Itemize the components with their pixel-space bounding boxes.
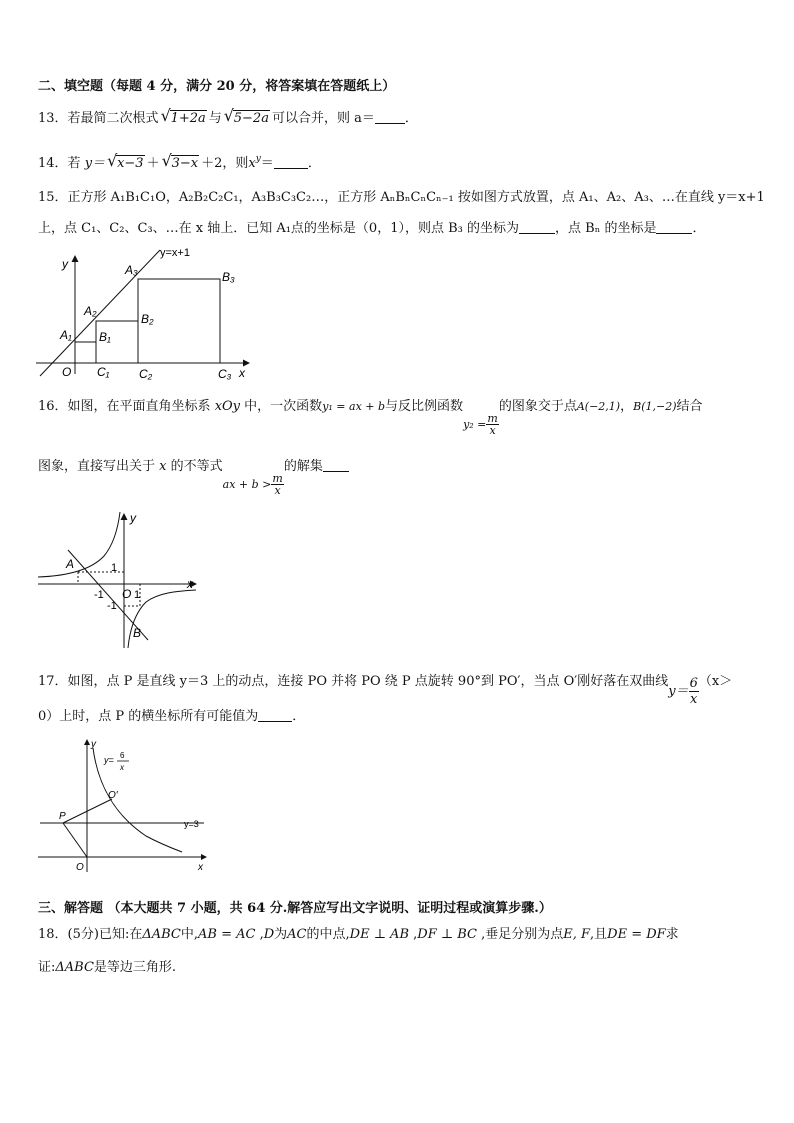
question-17-line-1 bbox=[38, 673, 732, 707]
q16-linear-function: y₁ = ax + b bbox=[322, 400, 386, 413]
q14-radical-1: √ x−3 bbox=[107, 151, 144, 171]
q18-triangle: ΔABC bbox=[142, 927, 181, 942]
q15-c3-label: C₃ bbox=[218, 367, 232, 381]
q14-pow-base: x bbox=[248, 156, 256, 171]
q17-hyp-frac bbox=[689, 676, 699, 707]
q18-text-f: , bbox=[409, 927, 418, 942]
q14-text-mid: ＋2，则 bbox=[201, 156, 249, 171]
q13-radical-1-arg: 1+2a bbox=[170, 111, 206, 126]
q15-text-a: 上，点 C₁、C₂、C₃、…在 x 轴上．已知 A₁点的坐标是（0，1），则点 B₃ 的坐标为 bbox=[38, 221, 520, 236]
q17-text-b: （x＞ bbox=[698, 674, 733, 689]
question-14 bbox=[38, 150, 321, 173]
q18-triangle-2: ΔABC bbox=[55, 960, 94, 975]
q15-a1-label: A₁ bbox=[60, 328, 72, 342]
q17-figure bbox=[36, 736, 216, 876]
q14-radical-1-arg: x−3 bbox=[117, 156, 144, 171]
q17-hyp-num: 6 bbox=[689, 676, 698, 691]
q16-text-c: 与反比例函数 bbox=[385, 399, 464, 414]
question-18-line-1 bbox=[38, 926, 679, 944]
q16-text-f: 图象，直接写出关于 bbox=[38, 459, 156, 474]
q14-pow-exp: y bbox=[255, 154, 261, 164]
q15-answer-blank-2[interactable] bbox=[656, 220, 692, 234]
q16-var: x bbox=[159, 459, 167, 474]
q13-number: 13． bbox=[38, 111, 68, 126]
q16-inverse-frac bbox=[486, 413, 498, 436]
q18-text-d: 为 bbox=[274, 927, 288, 942]
q16-text-g: 的不等式 bbox=[170, 459, 223, 474]
q18-perp-de-ab: DE ⊥ AB bbox=[349, 927, 410, 942]
question-15-line-2 bbox=[38, 220, 705, 238]
q18-text-h: ,且 bbox=[590, 927, 608, 942]
q16-ineq-num: m bbox=[272, 472, 283, 485]
q17-text-c: 0）上时，点 P 的横坐标所有可能值为 bbox=[38, 709, 259, 724]
q17-o-prime-label: O′ bbox=[108, 790, 118, 801]
q16-ineq-lhs: ax + b > bbox=[222, 478, 272, 491]
q13-text-pre: 若最简二次根式 bbox=[67, 111, 159, 126]
q16-ineq-den: x bbox=[274, 484, 281, 497]
q16-ineq-frac bbox=[271, 473, 283, 496]
q17-y-label: y bbox=[91, 739, 96, 750]
question-15-line-1: 15．正方形 A₁B₁C₁O，A₂B₂C₂C₁，A₃B₃C₃C₂…，正方形 AₙBₙCₙCₙ₋₁ 按如图方式放置，点 A₁、A₂、A₃、…在直线 y＝x+1 bbox=[38, 190, 765, 205]
q16-inverse-function bbox=[463, 413, 499, 436]
q18-text-a: 18．(5分)已知:在 bbox=[38, 927, 143, 942]
q17-text-a: 17．如图，点 P 是直线 y＝3 上的动点，连接 PO 并将 PO 绕 P 点旋转 90°到 PO′，当点 O′刚好落在双曲线 bbox=[38, 674, 669, 689]
q15-c2-label: C₂ bbox=[139, 367, 153, 381]
q15-text-b: ，点 Bₙ 的坐标是 bbox=[555, 221, 657, 236]
q18-eq-de-df: DE = DF bbox=[607, 927, 666, 942]
q16-point-a: A(−2,1) bbox=[576, 400, 621, 413]
q18-segment-ac: AC bbox=[287, 927, 307, 942]
q16-inverse-lhs: y₂ = bbox=[463, 418, 487, 431]
q16-a-label: A bbox=[66, 557, 75, 571]
q14-plus: ＋ bbox=[146, 156, 160, 171]
q18-text-k: 是等边三角形. bbox=[93, 960, 177, 975]
question-16-line-1 bbox=[38, 398, 703, 436]
q14-lhs: y＝ bbox=[84, 156, 106, 171]
q17-curve-den: x bbox=[120, 763, 124, 772]
q16-point-b: B(1,−2) bbox=[633, 400, 677, 413]
q17-curve-lhs: y= bbox=[104, 755, 114, 765]
q18-text-e: 的中点, bbox=[306, 927, 350, 942]
q18-text-i: 求 bbox=[665, 927, 679, 942]
q16-text-h: 的解集 bbox=[283, 459, 323, 474]
q16-answer-blank[interactable] bbox=[323, 458, 349, 472]
q15-x-label: x bbox=[239, 366, 245, 380]
q16-comma: ， bbox=[620, 399, 634, 414]
q14-eq: ＝ bbox=[260, 156, 274, 171]
q14-end: ． bbox=[307, 156, 321, 171]
q14-radical-2: √ 3−x bbox=[161, 151, 199, 171]
q17-segment-po bbox=[63, 823, 87, 857]
q18-text-g: ,垂足分别为点 bbox=[476, 927, 564, 942]
q17-curve-num: 6 bbox=[120, 751, 125, 760]
q17-line-label: y=3 bbox=[184, 819, 199, 829]
q16-inverse-den: x bbox=[489, 424, 496, 437]
q16-text-e: 结合 bbox=[676, 399, 703, 414]
q15-c1-label: C₁ bbox=[97, 365, 110, 379]
q14-text-pre: 若 bbox=[67, 156, 81, 171]
q13-answer-blank[interactable] bbox=[375, 110, 405, 124]
q16-text-d: 的图象交于点 bbox=[498, 399, 577, 414]
q17-x-label: x bbox=[198, 862, 203, 873]
q16-tick-neg1-x: -1 bbox=[94, 589, 104, 601]
q17-hyperbola bbox=[668, 676, 699, 707]
q16-axes: xOy bbox=[214, 399, 241, 414]
question-16-line-2 bbox=[38, 458, 349, 496]
q17-answer-blank[interactable] bbox=[258, 708, 292, 722]
q18-text-j: 证: bbox=[38, 960, 56, 975]
q15-b1-label: B₁ bbox=[99, 330, 111, 344]
q13-radical-2-arg: 5−2a bbox=[233, 111, 269, 126]
question-13 bbox=[38, 106, 418, 128]
q18-text-b: 中, bbox=[180, 927, 199, 942]
q18-text-c: , bbox=[255, 927, 264, 942]
q15-square-1 bbox=[75, 342, 96, 363]
q15-a3-label: A₃ bbox=[125, 263, 138, 277]
q13-text-post: 可以合并，则 a＝ bbox=[271, 111, 375, 126]
q13-end: ． bbox=[404, 111, 418, 126]
q15-b2-label: B₂ bbox=[141, 312, 154, 326]
q17-p-label: P bbox=[59, 811, 66, 822]
q16-origin-label: O bbox=[122, 587, 132, 601]
question-18-line-2 bbox=[38, 959, 176, 977]
q16-tick-1-x: 1 bbox=[134, 589, 141, 601]
q16-b-label: B bbox=[133, 626, 142, 640]
q16-x-label: x bbox=[187, 577, 193, 591]
q18-eq-ab-ac: AB = AC bbox=[198, 927, 256, 942]
q16-y-label: y bbox=[130, 511, 136, 525]
q18-perp-df-bc: DF ⊥ BC bbox=[417, 927, 477, 942]
q16-text-a: 16．如图，在平面直角坐标系 bbox=[38, 399, 211, 414]
q15-end: ． bbox=[692, 221, 706, 236]
q15-line-label: y=x+1 bbox=[160, 247, 190, 259]
q16-tick-neg1-y: -1 bbox=[107, 600, 117, 612]
q15-figure bbox=[36, 242, 256, 382]
q17-end: ． bbox=[292, 709, 306, 724]
q15-y-label: y bbox=[62, 257, 68, 271]
section-3-title: 三、解答题 （本大题共 7 小题，共 64 分.解答应写出文字说明、证明过程或演算步骤.） bbox=[38, 901, 552, 916]
q13-radical-2: √ 5−2a bbox=[223, 106, 269, 126]
q14-radical-2-arg: 3−x bbox=[171, 156, 199, 171]
q14-answer-blank[interactable] bbox=[274, 155, 308, 169]
q15-answer-blank-1[interactable] bbox=[519, 220, 555, 234]
q13-radical-1: √ 1+2a bbox=[160, 106, 206, 126]
q14-number: 14． bbox=[38, 156, 68, 171]
q15-b3-label: B₃ bbox=[222, 270, 235, 284]
question-17-line-2 bbox=[38, 708, 305, 726]
q16-inverse-num: m bbox=[487, 412, 498, 425]
q18-points-ef: E, F bbox=[563, 927, 591, 942]
q13-text-mid: 与 bbox=[208, 111, 222, 126]
q17-origin-label: O bbox=[76, 862, 84, 873]
q15-origin-label: O bbox=[62, 365, 72, 379]
q15-a2-label: A₂ bbox=[84, 304, 97, 318]
q17-hyp-lhs: y＝ bbox=[668, 684, 689, 699]
q17-hyp-den: x bbox=[690, 692, 698, 707]
q16-hyperbola-left bbox=[38, 512, 120, 577]
q18-point-d: D bbox=[263, 927, 275, 942]
q16-text-b: 中，一次函数 bbox=[244, 399, 323, 414]
section-2-title: 二、填空题（每题 4 分，满分 20 分，将答案填在答题纸上） bbox=[38, 79, 396, 94]
q16-figure bbox=[36, 508, 201, 653]
q16-tick-1-y: 1 bbox=[111, 562, 118, 574]
q16-inequality bbox=[223, 473, 284, 496]
